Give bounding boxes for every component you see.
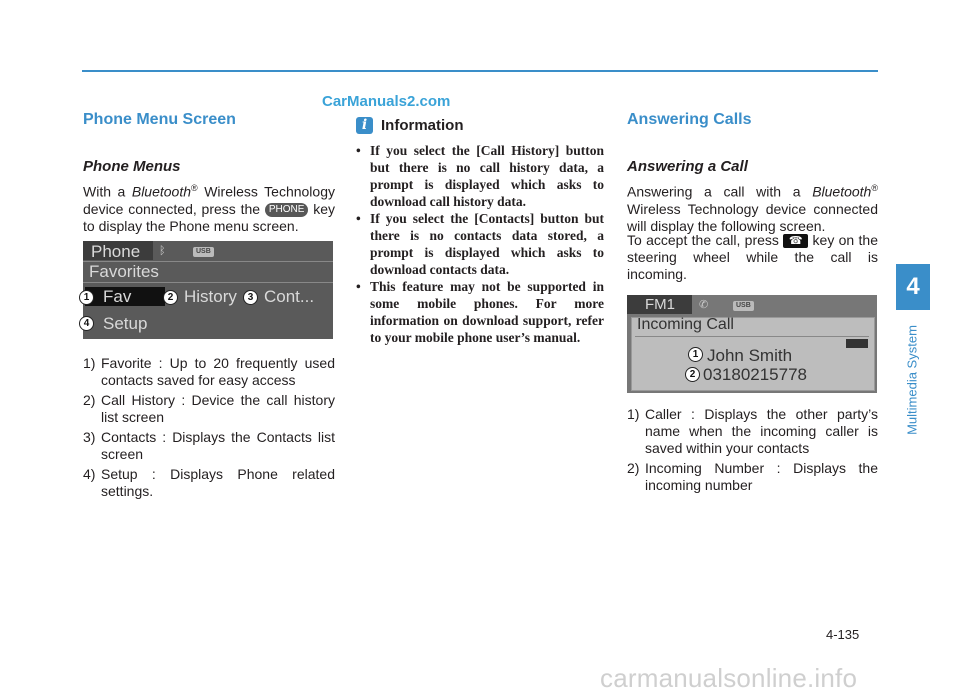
screen-band: FM1 — [645, 296, 675, 313]
answering-a-call-subheading: Answering a Call — [627, 158, 748, 175]
screen-history: History — [184, 287, 237, 306]
list-item: 3) Contacts : Displays the Contacts list screen — [83, 429, 335, 462]
information-title: Information — [381, 117, 464, 134]
list-item: 4) Setup : Displays Phone related settings. — [83, 466, 335, 499]
list-item: 1) Favorite : Up to 20 frequently used contacts saved for easy access — [83, 355, 335, 388]
list-item: 2) Call History : Device the call history list screen — [83, 392, 335, 425]
phone-menu-intro: With a Bluetooth® Wireless Technology device connected, press the PHONE key to display the Phone menu screen. — [83, 183, 335, 234]
screen-contacts: Cont... — [264, 287, 315, 306]
watermark-bottom: carmanualsonline.info — [600, 663, 858, 693]
incoming-call-screen-image — [627, 295, 877, 393]
list-item: 2) Incoming Number : Displays the incoming number — [627, 460, 878, 493]
accept-call-instruction: To accept the call, press ☎ key on the steering wheel while the call is incoming. — [627, 232, 878, 282]
phone-menus-subheading: Phone Menus — [83, 158, 181, 175]
answering-intro: Answering a call with a Bluetooth® Wireless Technology device connected will display the following screen. — [627, 183, 878, 234]
phone-menu-screen-image — [83, 241, 333, 339]
usb-badge: USB — [193, 247, 214, 257]
marker-1: 1 — [688, 347, 703, 362]
incoming-call-list — [627, 406, 878, 497]
marker-2: 2 — [163, 290, 178, 305]
header-rule — [82, 70, 878, 72]
screen-fav: Fav — [103, 287, 132, 306]
info-icon: i — [356, 117, 373, 134]
phone-key-badge: PHONE — [265, 203, 309, 217]
screen-favorites: Favorites — [89, 262, 159, 281]
page-number: 4-135 — [826, 627, 860, 642]
list-item: • If you select the [Call History] button but there is no call history data, a prompt is displayed which asks to download call history data. — [356, 143, 604, 209]
marker-3: 3 — [243, 290, 258, 305]
screen-title: Phone — [91, 242, 141, 261]
marker-2: 2 — [685, 367, 700, 382]
answering-calls-heading: Answering Calls — [627, 111, 752, 128]
marker-4: 4 — [79, 316, 94, 331]
usb-badge: USB — [733, 301, 754, 311]
phone-menu-screen-heading: Phone Menu Screen — [83, 111, 236, 128]
list-item: 1) Caller : Displays the other party’s name when the incoming caller is saved within your contacts — [627, 406, 878, 456]
phone-menu-list — [83, 355, 335, 503]
screen-incoming-number: 03180215778 — [703, 365, 808, 384]
bluetooth-icon: ᛒ — [159, 245, 166, 257]
signal-icon — [846, 339, 868, 348]
list-item: • If you select the [Contacts] button but there is no contacts data stored, a prompt is displayed which asks to download contacts data. — [356, 211, 604, 277]
phone-connected-icon: ✆ — [699, 299, 709, 311]
call-key-icon: ☎ — [783, 234, 808, 248]
watermark-top: CarManuals2.com — [322, 93, 451, 110]
marker-1: 1 — [79, 290, 94, 305]
screen-caller-name: John Smith — [707, 346, 793, 365]
chapter-tab: 4 — [896, 264, 930, 310]
screen-incoming-title: Incoming Call — [637, 316, 734, 333]
screen-setup: Setup — [103, 314, 148, 333]
chapter-label: Multimedia System — [904, 325, 920, 435]
list-item: • This feature may not be supported in some mobile phones. For more information on download support, refer to your mobile phone user’s manual. — [356, 279, 604, 345]
information-list — [356, 142, 604, 346]
